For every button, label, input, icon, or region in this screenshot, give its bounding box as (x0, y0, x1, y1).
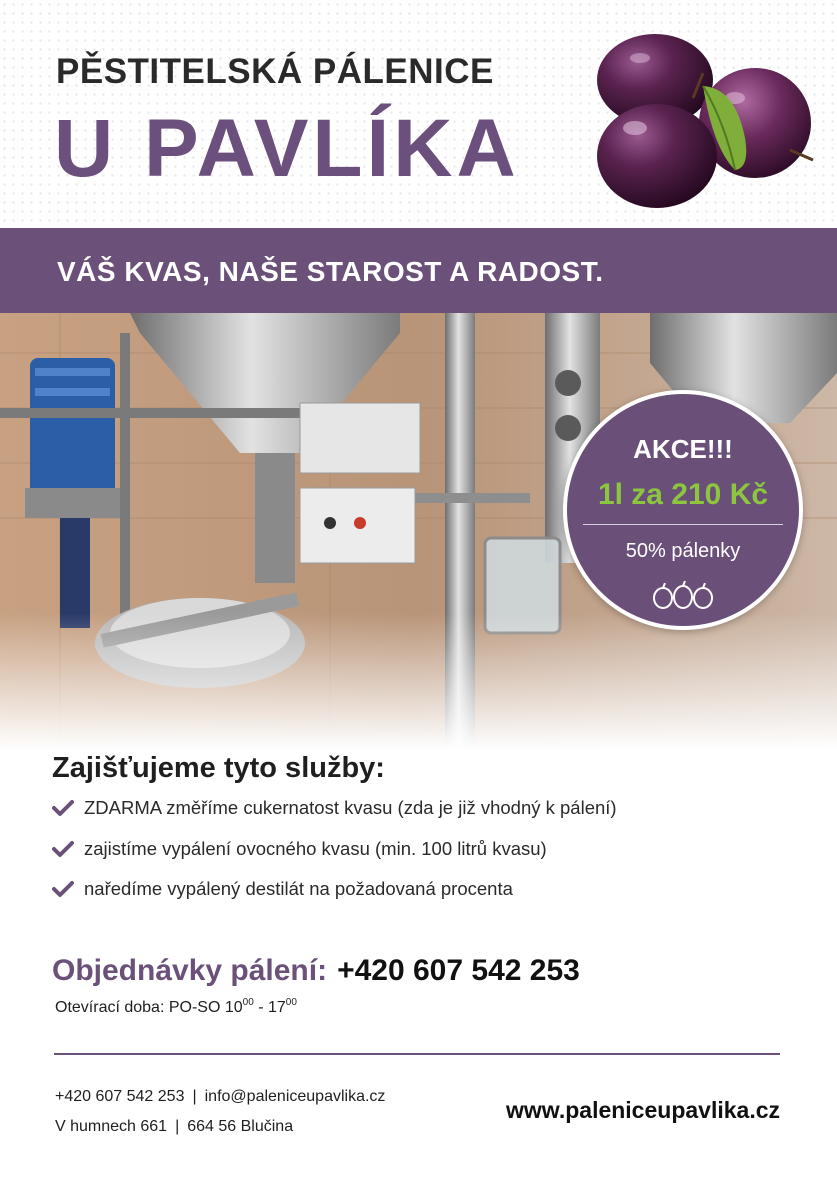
order-phone[interactable]: +420 607 542 253 (337, 954, 580, 987)
hours-label: Otevírací doba: PO-SO (55, 999, 221, 1016)
promo-headline: AKCE!!! (633, 434, 733, 464)
order-label: Objednávky pálení: (52, 954, 328, 987)
promo-note: 50% pálenky (625, 540, 741, 562)
order-line (52, 954, 580, 988)
hours-open: 10 (224, 999, 243, 1016)
footer-email[interactable]: info@paleniceupavlika.cz (204, 1088, 386, 1105)
checkmark-icon (52, 880, 74, 898)
section-divider (54, 1053, 780, 1055)
tagline: VÁŠ KVAS, NAŠE STAROST A RADOST. (57, 256, 604, 287)
promo-badge (563, 390, 803, 630)
footer-phone[interactable]: +420 607 542 253 (55, 1088, 185, 1105)
checkmark-icon (52, 799, 74, 817)
hours-separator: - (253, 999, 268, 1016)
promo-price: 1l za 210 Kč (597, 478, 769, 511)
service-item (52, 876, 513, 902)
promo-divider (583, 524, 783, 525)
checkmark-icon (52, 840, 74, 858)
header-subtitle: PĚSTITELSKÁ PÁLENICE (56, 52, 494, 91)
service-item-text: naředíme vypálený destilát na požadovaná procenta (84, 878, 513, 899)
brand-title: U PAVLÍKA (54, 103, 520, 194)
services-title: Zajišťujeme tyto služby: (52, 752, 385, 784)
hours-close: 17 (268, 999, 286, 1016)
footer-separator: | (192, 1088, 197, 1105)
service-item-text: ZDARMA změříme cukernatost kvasu (zda je již vhodný k pálení) (84, 797, 617, 818)
service-item (52, 836, 547, 862)
service-item-text: zajistíme vypálení ovocného kvasu (min. 100 litrů kvasu) (84, 838, 547, 859)
footer-address (55, 1118, 293, 1136)
footer-separator: | (175, 1118, 180, 1135)
opening-hours (55, 999, 297, 1017)
hours-open-minutes: 00 (242, 997, 254, 1008)
service-item (52, 795, 617, 821)
website-link[interactable]: www.paleniceupavlika.cz (506, 1097, 780, 1123)
plums-illustration (585, 28, 820, 213)
footer-city: 664 56 Blučina (187, 1118, 294, 1135)
plums-outline-icon (651, 580, 715, 610)
footer-street: V humnech 661 (55, 1118, 168, 1135)
hours-close-minutes: 00 (285, 997, 297, 1008)
footer-contact (55, 1088, 385, 1106)
